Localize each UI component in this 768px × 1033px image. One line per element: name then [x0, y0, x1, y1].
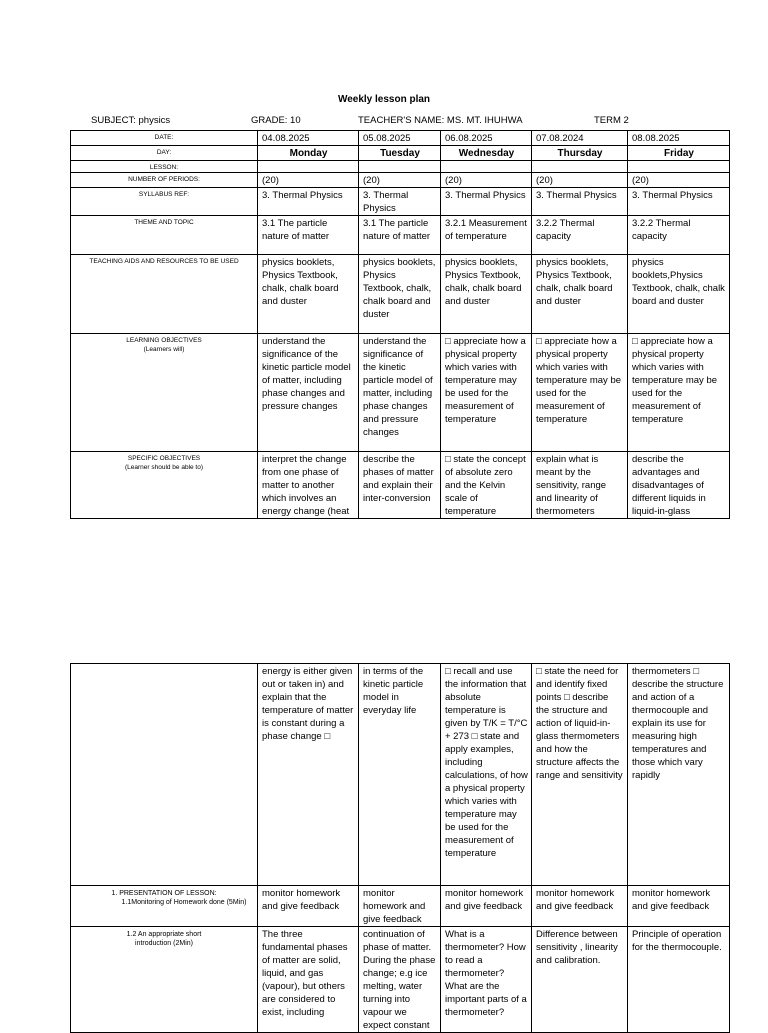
learning-cell: □ appreciate how a physical property which varies with temperature may be used for the measurement of temperature [628, 334, 730, 452]
periods-cell: (20) [359, 173, 441, 188]
theme-row [71, 216, 730, 255]
specific-label: SPECIFIC OBJECTIVES [127, 455, 201, 462]
syllabus-cell: 3. Thermal Physics [532, 188, 628, 216]
date-cell: 05.08.2025 [359, 131, 441, 146]
specific-cell: □ state the concept of absolute zero and the Kelvin scale of temperature [441, 452, 532, 519]
row-label-date: DATE: [71, 131, 258, 146]
specific-cell: □ state the need for and identify fixed points □ describe the structure and action of liquid-in-glass thermometers and how the structure affects the range and sensitivity [532, 664, 628, 886]
grade-label: GRADE: 10 [251, 115, 301, 126]
specific-row-continued [71, 664, 730, 886]
aids-cell: physics booklets, Physics Textbook, chalk, chalk board and duster [258, 255, 359, 334]
term-label: TERM 2 [594, 115, 629, 126]
specific-cell: energy is either given out or taken in) and explain that the temperature of matter is constant during a phase change □ [258, 664, 359, 886]
periods-cell: (20) [628, 173, 730, 188]
day-cell: Friday [628, 146, 730, 161]
subject-label: SUBJECT: physics [91, 115, 171, 126]
homework-cell: monitor homework and give feedback [532, 886, 628, 927]
date-cell: 06.08.2025 [441, 131, 532, 146]
aids-cell: physics booklets,Physics Textbook, chalk, chalk board and duster [628, 255, 730, 334]
specific-cell: interpret the change from one phase of matter to another which involves an energy change (heat [258, 452, 359, 519]
presentation-label: 1. PRESENTATION OF LESSON: [111, 890, 217, 897]
learning-cell: □ appreciate how a physical property which varies with temperature may be used for the measurement of temperature [441, 334, 532, 452]
date-cell: 04.08.2025 [258, 131, 359, 146]
lesson-plan-table-page1 [70, 130, 730, 519]
date-row [71, 131, 730, 146]
row-label-syllabus: SYLLABUS REF: [71, 188, 258, 216]
intro-cell: Principle of operation for the thermocouple. [628, 927, 730, 1033]
homework-cell: monitor homework and give feedback [441, 886, 532, 927]
theme-cell: 3.2.1 Measurement of temperature [441, 216, 532, 255]
intro-row [71, 927, 730, 1033]
specific-cell: in terms of the kinetic particle model in everyday life [359, 664, 441, 886]
specific-cell: explain what is meant by the sensitivity, range and linearity of thermometers [532, 452, 628, 519]
aids-cell: physics booklets, Physics Textbook, chalk, chalk board and duster [359, 255, 441, 334]
day-row [71, 146, 730, 161]
periods-cell: (20) [532, 173, 628, 188]
specific-sublabel: (Learner should be able to) [124, 464, 204, 471]
lesson-plan-table-page2 [70, 663, 730, 1033]
date-cell: 08.08.2025 [628, 131, 730, 146]
specific-cell: describe the advantages and disadvantages of different liquids in liquid-in-glass [628, 452, 730, 519]
homework-row [71, 886, 730, 927]
row-label-lesson: LESSON: [71, 161, 258, 173]
row-label-intro: 1.2 An appropriate short introduction (2Min) [71, 927, 258, 1033]
day-cell: Monday [258, 146, 359, 161]
theme-cell: 3.2.2 Thermal capacity [532, 216, 628, 255]
teacher-label: TEACHER'S NAME: MS. MT. IHUHWA [358, 115, 523, 126]
specific-cell: describe the phases of matter and explain their inter-conversion [359, 452, 441, 519]
page-title: Weekly lesson plan [337, 94, 431, 105]
learning-row [71, 334, 730, 452]
learning-cell: understand the significance of the kinetic particle model of matter, including phase changes and pressure changes [258, 334, 359, 452]
row-label-periods: NUMBER OF PERIODS: [71, 173, 258, 188]
intro-cell: What is a thermometer? How to read a thermometer? What are the important parts of a thermometer? [441, 927, 532, 1033]
learning-sublabel: (Learners will) [143, 346, 185, 353]
row-label-aids: TEACHING AIDS AND RESOURCES TO BE USED [71, 255, 258, 334]
day-cell: Thursday [532, 146, 628, 161]
syllabus-cell: 3. Thermal Physics [628, 188, 730, 216]
aids-row [71, 255, 730, 334]
learning-cell: understand the significance of the kinetic particle model of matter, including phase changes and pressure changes [359, 334, 441, 452]
row-label-specific [71, 452, 258, 519]
periods-cell: (20) [441, 173, 532, 188]
syllabus-row [71, 188, 730, 216]
syllabus-cell: 3. Thermal Physics [258, 188, 359, 216]
periods-row [71, 173, 730, 188]
intro-cell: continuation of phase of matter. During the phase change; e.g ice melting, water turning into vapour we expect constant [359, 927, 441, 1033]
lesson-row [71, 161, 730, 173]
presentation-sublabel: 1.1Monitoring of Homework done (5Min) [121, 899, 247, 906]
syllabus-cell: 3. Thermal Physics [441, 188, 532, 216]
day-cell: Tuesday [359, 146, 441, 161]
row-label-day: DAY: [71, 146, 258, 161]
homework-cell: monitor homework and give feedback [359, 886, 441, 927]
aids-cell: physics booklets, Physics Textbook, chalk, chalk board and duster [532, 255, 628, 334]
specific-cell: □ recall and use the information that absolute temperature is given by T/K = T/°C + 273 □ state and apply examples, including calculations, of how a physical property which varies with temperature may be used for the measurement of temperature [441, 664, 532, 886]
specific-row [71, 452, 730, 519]
date-cell: 07.08.2024 [532, 131, 628, 146]
homework-cell: monitor homework and give feedback [628, 886, 730, 927]
learning-label: LEARNING OBJECTIVES [126, 337, 202, 344]
theme-cell: 3.1 The particle nature of matter [359, 216, 441, 255]
homework-cell: monitor homework and give feedback [258, 886, 359, 927]
row-label-presentation [71, 886, 258, 927]
intro-cell: Difference between sensitivity , linearity and calibration. [532, 927, 628, 1033]
intro-cell: The three fundamental phases of matter are solid, liquid, and gas (vapour), but others are considered to exist, including [258, 927, 359, 1033]
aids-cell: physics booklets, Physics Textbook, chalk, chalk board and duster [441, 255, 532, 334]
day-cell: Wednesday [441, 146, 532, 161]
theme-cell: 3.1 The particle nature of matter [258, 216, 359, 255]
syllabus-cell: 3. Thermal Physics [359, 188, 441, 216]
learning-cell: □ appreciate how a physical property which varies with temperature may be used for the measurement of temperature [532, 334, 628, 452]
specific-cell: thermometers □ describe the structure and action of a thermocouple and explain its use for measuring high temperatures and those which vary rapidly [628, 664, 730, 886]
periods-cell: (20) [258, 173, 359, 188]
row-label-theme: THEME AND TOPIC [71, 216, 258, 255]
theme-cell: 3.2.2 Thermal capacity [628, 216, 730, 255]
row-label-learning [71, 334, 258, 452]
